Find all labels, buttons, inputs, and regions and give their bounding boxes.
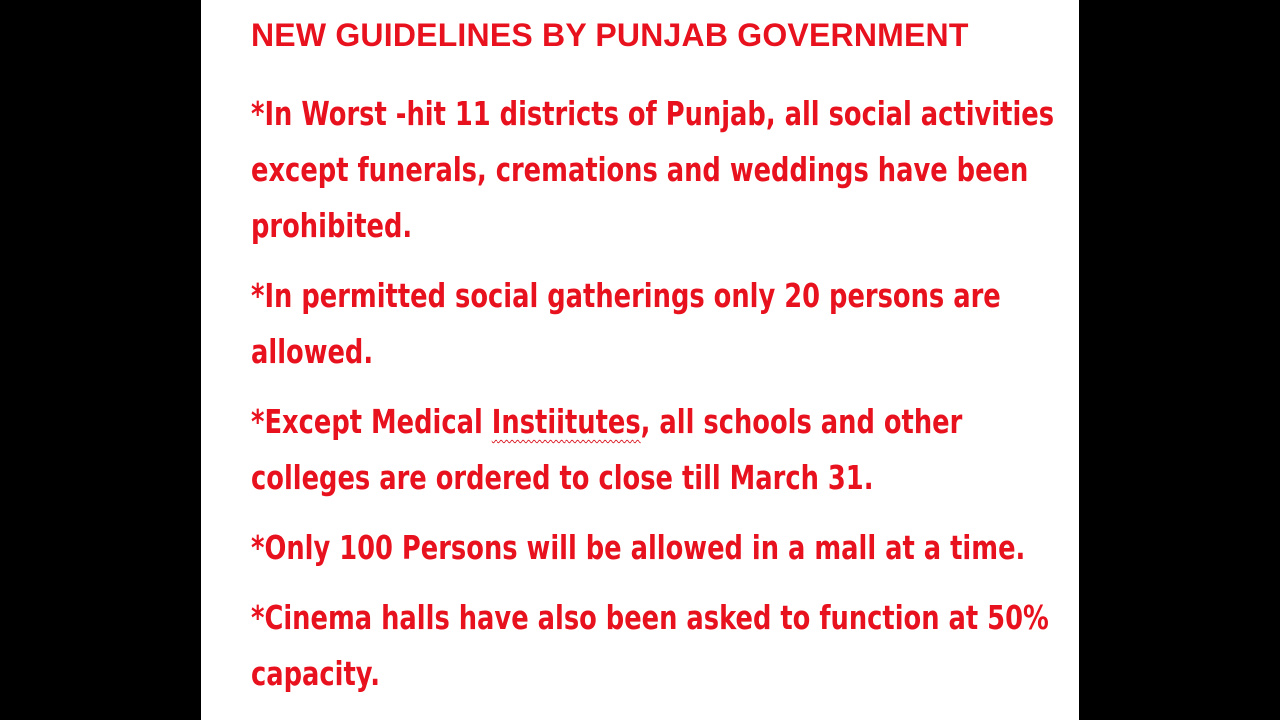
guideline-schools-end: , all schools and other colleges are ordered to close till March 31.: [251, 402, 963, 497]
spellcheck-word: Instiitutes: [491, 402, 641, 441]
slide-page: [201, 0, 1079, 720]
guideline-cinema: *Cinema halls have also been asked to function at 50% capacity.: [251, 598, 1049, 693]
slide-title: NEW GUIDELINES BY PUNJAB GOVERNMENT: [251, 17, 969, 53]
guideline-gatherings: *In permitted social gatherings only 20 persons are allowed.: [251, 276, 1001, 371]
guideline-schools-start: *Except Medical: [251, 402, 492, 441]
guideline-schools: [251, 394, 1070, 506]
guideline-list: [251, 86, 1071, 716]
guideline-districts: *In Worst -hit 11 districts of Punjab, all social activities except funerals, cremations and weddings have been prohibited.: [251, 94, 1055, 245]
guideline-malls: *Only 100 Persons will be allowed in a mall at a time.: [251, 528, 1026, 567]
